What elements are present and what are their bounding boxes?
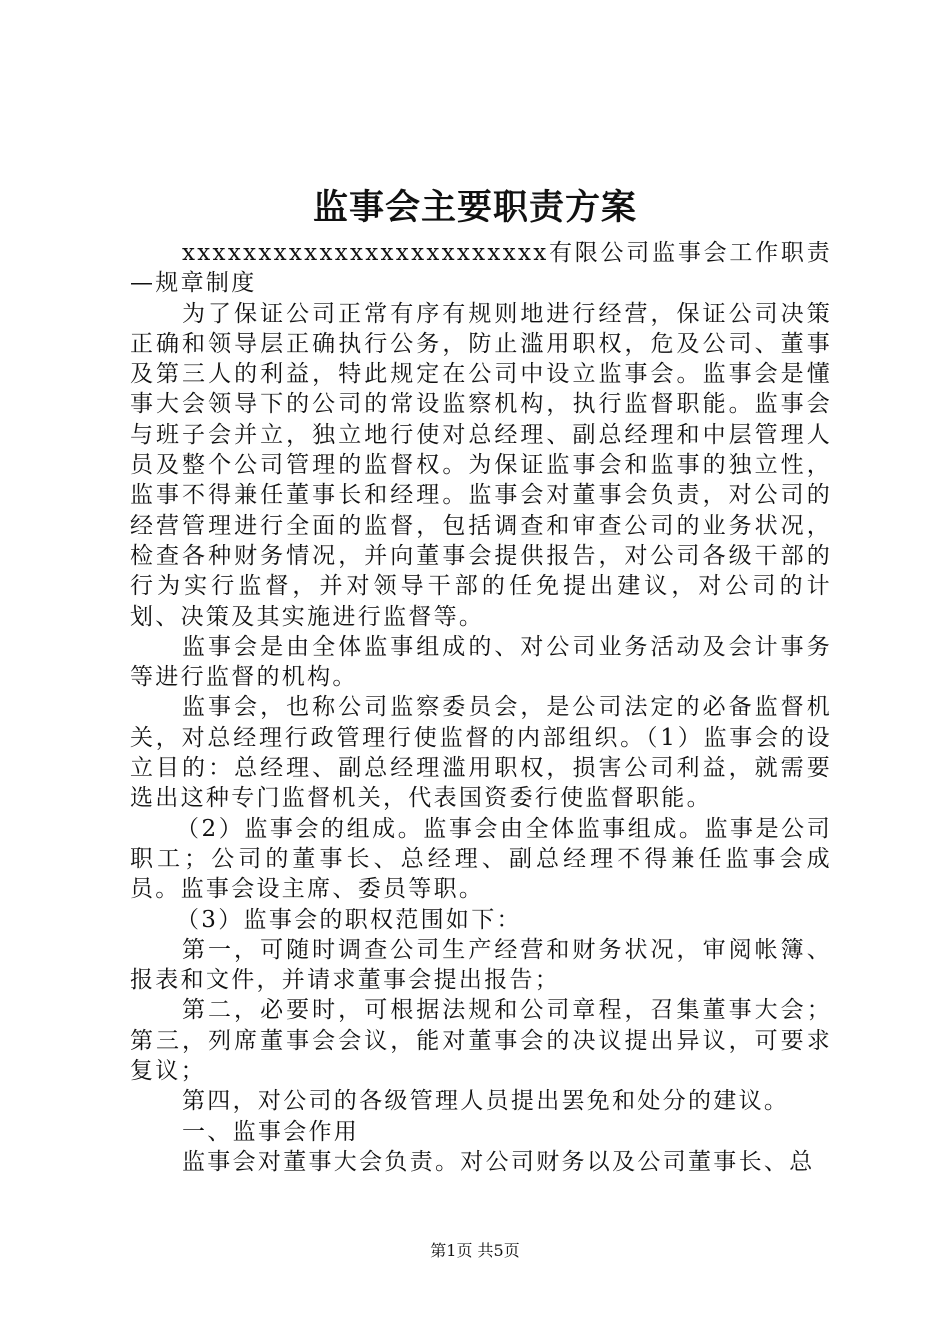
- paragraph-power-first: 第一，可随时调查公司生产经营和财务状况，审阅帐簿、报表和文件，并请求董事会提出报告；: [130, 936, 832, 994]
- paragraph-heading-line: xxxxxxxxxxxxxxxxxxxxxxxx有限公司监事会工作职责—规章制度: [130, 240, 832, 297]
- page-footer: 第1页 共5页: [430, 1241, 520, 1260]
- paragraph-composition: （2）监事会的组成。监事会由全体监事组成。监事是公司职工；公司的董事长、总经理、副总经理不得兼任监事会成员。监事会设主席、委员等职。: [130, 815, 832, 903]
- paragraph-role: 监事会对董事大会负责。对公司财务以及公司董事长、总: [182, 1148, 815, 1175]
- paragraph-power-second-third: 第二，必要时，可根据法规和公司章程，召集董事大会；第三，列席董事会会议，能对董事会的决议提出异议，可要求复议；: [130, 997, 832, 1085]
- document-title: 监事会主要职责方案: [312, 187, 637, 228]
- paragraph-purpose: 为了保证公司正常有序有规则地进行经营，保证公司决策正确和领导层正确执行公务，防止滥用职权，危及公司、董事及第三人的利益，特此规定在公司中设立监事会。监事会是懂事大会领导下的公司的常设监察机构，执行监督职能。监事会与班子会并立，独立地行使对总经理、副总经理和中层管理人员及整个公司管理的监督权。为保证监事会和监事的独立性，监事不得兼任董事长和经理。监事会对董事会负责，对公司的经营管理进行全面的监督，包括调查和审查公司的业务状况，检查各种财务情况，并向董事会提供报告，对公司各级干部的行为实行监督，并对领导干部的任免提出建议，对公司的计划、决策及其实施进行监督等。: [130, 300, 832, 630]
- paragraph-definition: 监事会是由全体监事组成的、对公司业务活动及会计事务等进行监督的机构。: [130, 633, 832, 691]
- paragraph-powers-intro: （3）监事会的职权范围如下：: [176, 906, 522, 933]
- section-heading-role: 一、监事会作用: [182, 1118, 360, 1145]
- paragraph-power-fourth: 第四，对公司的各级管理人员提出罢免和处分的建议。: [182, 1088, 790, 1115]
- paragraph-also-called: 监事会，也称公司监察委员会，是公司法定的必备监督机关，对总经理行政管理行使监督的内部组织。（1）监事会的设立目的：总经理、副总经理滥用职权，损害公司利益，就需要选出这种专门监督机关，代表国资委行使监督职能。: [130, 694, 832, 812]
- document-body: [130, 238, 832, 1177]
